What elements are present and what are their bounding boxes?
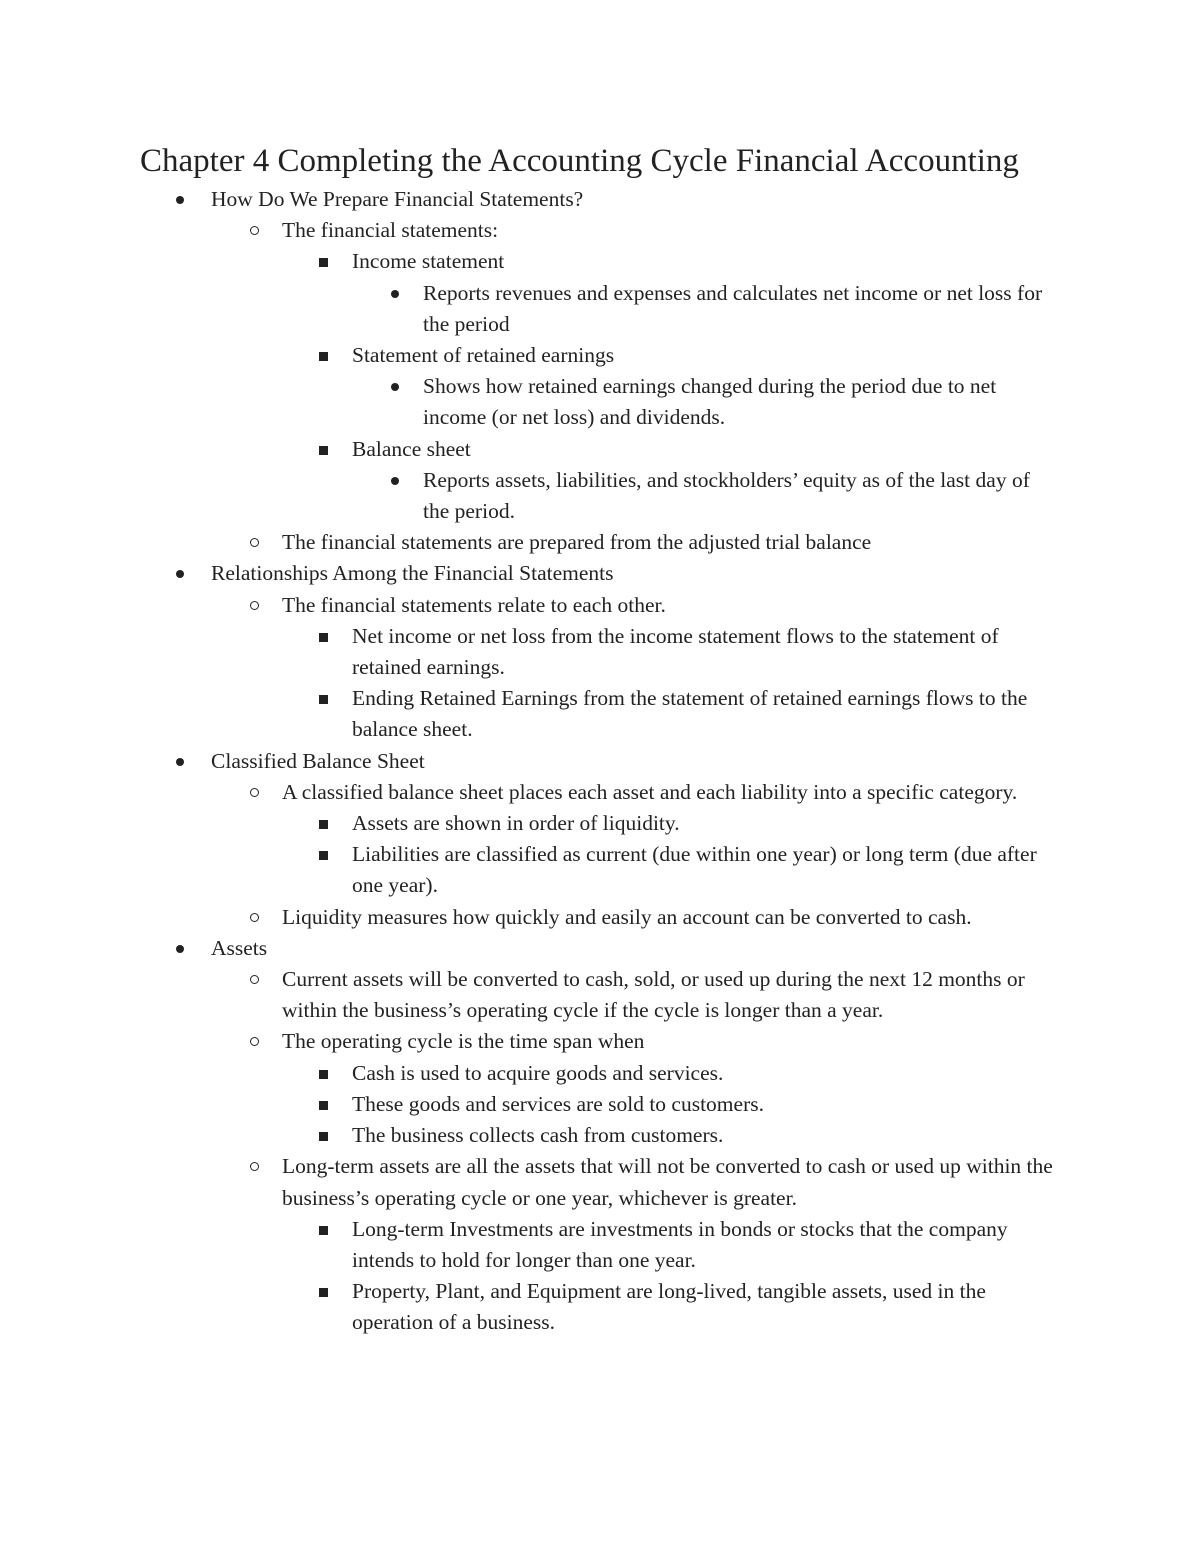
list-item — [211, 933, 1071, 964]
list-item-text: Balance sheet — [352, 436, 471, 461]
list-item-text: How Do We Prepare Financial Statements? — [211, 187, 584, 211]
list-item — [211, 184, 1071, 215]
list-item — [352, 1120, 1062, 1151]
bullet-square-icon — [319, 1132, 328, 1141]
list-item-text: Liabilities are classified as current (due within one year) or long term (due after one year). — [352, 842, 1037, 898]
list-item-text: Shows how retained earnings changed during the period due to net income (or net loss) and dividends. — [423, 374, 997, 430]
bullet-square-icon — [319, 851, 328, 860]
list-item — [282, 902, 1072, 933]
list-item-text: These goods and services are sold to customers. — [352, 1091, 764, 1116]
bullet-circle-icon — [250, 601, 259, 610]
list-item-text: Income statement — [352, 249, 505, 274]
list-item — [352, 683, 1062, 745]
bullet-square-icon — [319, 1288, 328, 1297]
list-item — [352, 1089, 1062, 1120]
list-item — [352, 246, 1062, 277]
list-item-text: The operating cycle is the time span when — [282, 1029, 645, 1054]
list-item — [352, 808, 1062, 839]
bullet-square-icon — [319, 446, 328, 455]
bullet-circle-icon — [250, 226, 259, 235]
bullet-dot-icon — [176, 570, 184, 578]
bullet-circle-icon — [250, 538, 259, 547]
bullet-square-icon — [319, 1070, 328, 1079]
list-item-text: Long-term Investments are investments in bonds or stocks that the company intends to hold for longer than one year. — [352, 1216, 1008, 1272]
list-item-text: Classified Balance Sheet — [211, 748, 425, 773]
bullet-dot-icon — [176, 758, 184, 766]
list-item — [282, 1026, 1072, 1057]
bullet-circle-icon — [250, 913, 259, 922]
list-item — [352, 1276, 1062, 1338]
list-item — [282, 964, 1072, 1026]
page-title: Chapter 4 Completing the Accounting Cycle Financial Accounting — [140, 143, 1019, 179]
bullet-dot-icon — [391, 477, 399, 485]
bullet-dot-icon — [176, 945, 184, 953]
list-item — [352, 340, 1062, 371]
bullet-dot-icon — [391, 290, 399, 298]
list-item-text: Statement of retained earnings — [352, 343, 615, 368]
list-item — [352, 434, 1062, 465]
list-item — [211, 746, 1071, 777]
list-item-text: Assets are shown in order of liquidity. — [352, 811, 680, 836]
list-item — [352, 621, 1062, 683]
bullet-dot-icon — [176, 196, 184, 204]
bullet-circle-icon — [250, 975, 259, 984]
list-item — [282, 527, 1072, 558]
bullet-circle-icon — [250, 1162, 259, 1171]
list-item — [352, 1058, 1062, 1089]
list-item-text: Ending Retained Earnings from the statement of retained earnings flows to the balance sheet. — [352, 686, 1028, 742]
list-item-text: A classified balance sheet places each asset and each liability into a specific category. — [282, 779, 1018, 804]
list-item-text: Assets — [211, 935, 268, 960]
list-item-text: Cash is used to acquire goods and services. — [352, 1060, 724, 1085]
list-item-text: The financial statements are prepared from the adjusted trial balance — [282, 530, 872, 555]
bullet-outline — [0, 184, 1200, 1339]
bullet-circle-icon — [250, 1037, 259, 1046]
list-item — [282, 1151, 1072, 1213]
list-item — [423, 278, 1053, 340]
list-item — [211, 558, 1071, 589]
list-item-text: The financial statements relate to each other. — [282, 592, 666, 617]
list-item-text: The business collects cash from customers. — [352, 1123, 724, 1148]
list-item-text: Current assets will be converted to cash, sold, or used up during the next 12 months or within the business’s operating cycle if the cycle is longer than a year. — [282, 967, 1025, 1023]
list-item — [282, 777, 1072, 808]
list-item — [282, 590, 1072, 621]
bullet-square-icon — [319, 695, 328, 704]
bullet-square-icon — [319, 352, 328, 361]
list-item-text: Relationships Among the Financial Statements — [211, 561, 614, 586]
list-item-text: Long-term assets are all the assets that will not be converted to cash or used up within the business’s operating cycle or one year, whichever is greater. — [282, 1154, 1053, 1210]
bullet-square-icon — [319, 1226, 328, 1235]
list-item — [352, 1214, 1062, 1276]
list-item — [282, 215, 1072, 246]
list-item — [423, 465, 1053, 527]
list-item-text: Property, Plant, and Equipment are long-lived, tangible assets, used in the operation of a business. — [352, 1279, 986, 1335]
list-item-text: Reports assets, liabilities, and stockholders’ equity as of the last day of the period. — [423, 467, 1030, 524]
bullet-square-icon — [319, 1101, 328, 1110]
list-item-text: Reports revenues and expenses and calculates net income or net loss for the period — [423, 280, 1043, 336]
list-item-text: Liquidity measures how quickly and easily an account can be converted to cash. — [282, 904, 972, 929]
bullet-square-icon — [319, 633, 328, 642]
bullet-circle-icon — [250, 788, 259, 797]
list-item-text: Net income or net loss from the income statement flows to the statement of retained earnings. — [352, 623, 999, 680]
bullet-dot-icon — [391, 383, 399, 391]
bullet-square-icon — [319, 258, 328, 267]
list-item — [352, 839, 1062, 901]
list-item-text: The financial statements: — [282, 218, 499, 243]
bullet-square-icon — [319, 820, 328, 829]
list-item — [423, 371, 1053, 433]
